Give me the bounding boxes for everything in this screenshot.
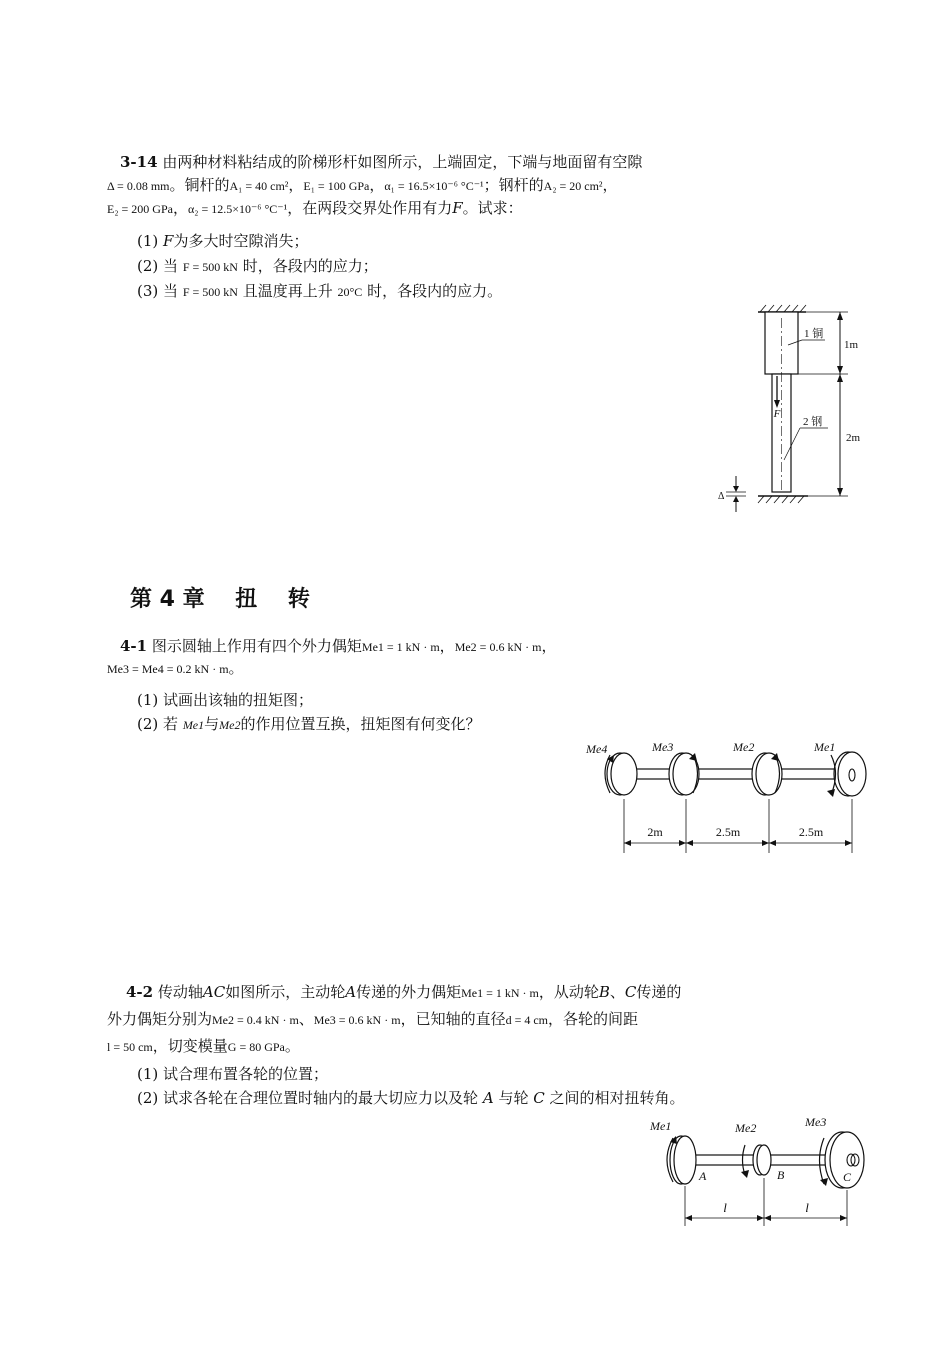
- math-Me3: Me3 = 0.6 kN · m: [313, 1013, 401, 1027]
- math-d: d = 4 cm: [505, 1013, 549, 1027]
- text: 由两种材料粘结成的阶梯形杆如图所示，上端固定，下端与地面留有空隙: [162, 153, 643, 171]
- steel-label: 2 钢: [803, 416, 823, 428]
- text: ，在两段交界处作用有力: [287, 199, 453, 217]
- var-C: C: [624, 983, 637, 1001]
- text: ，各轮的间距: [548, 1010, 639, 1028]
- p42-q1: [137, 1064, 328, 1084]
- var-F: F: [452, 199, 463, 217]
- text: ，从动轮: [538, 983, 599, 1001]
- var-F: F: [163, 232, 174, 250]
- text: 。: [284, 1037, 300, 1055]
- text: (3) 当: [137, 282, 179, 300]
- text: (2) 若: [137, 715, 179, 733]
- text: 如图所示，主动轮: [225, 983, 346, 1001]
- Me4-label: Me4: [586, 742, 608, 756]
- text: 、: [609, 983, 625, 1001]
- text: 图示圆轴上作用有四个外力偶矩: [151, 637, 362, 655]
- text: ，已知轴的直径: [400, 1010, 506, 1028]
- p314-q1: [137, 231, 308, 251]
- text: 传动轴: [157, 983, 203, 1001]
- math-gap: Δ = 0.08 mm: [107, 179, 170, 193]
- math-F: F = 500 kN: [182, 260, 238, 274]
- text: 外力偶矩分别为: [107, 1010, 213, 1028]
- length-2m: 2m: [846, 432, 861, 444]
- p41-line2: [107, 658, 244, 679]
- p314-line3: [107, 198, 523, 219]
- math-Me1: Me1: [182, 718, 205, 732]
- text: 时，各段内的应力；: [242, 257, 378, 275]
- text: 与轮: [498, 1089, 529, 1107]
- math-alpha1: α₁ = 16.5×10⁻⁶ °C⁻¹: [384, 179, 484, 193]
- var-C: C: [533, 1089, 545, 1107]
- math-Me3-Me4: Me3 = Me4 = 0.2 kN · m: [107, 662, 229, 676]
- p42-line3: [107, 1036, 300, 1057]
- math-A2: A₂ = 20 cm²: [543, 179, 603, 193]
- text: ，: [541, 637, 557, 655]
- var-B: B: [598, 983, 610, 1001]
- text: 时，各段内的应力。: [367, 282, 503, 300]
- Me1-label: Me1: [814, 740, 836, 754]
- text: 、: [298, 1010, 314, 1028]
- math-l: l = 50 cm: [107, 1040, 153, 1054]
- text: 传递的: [636, 983, 682, 1001]
- force-label: F: [773, 408, 781, 420]
- math-alpha2: α₂ = 12.5×10⁻⁶ °C⁻¹: [187, 202, 288, 216]
- p41-line1: [120, 636, 556, 657]
- text: (1): [137, 232, 164, 250]
- text: 的作用位置互换，扭矩图有何变化？: [240, 715, 481, 733]
- wheel-B-label: B: [777, 1168, 785, 1182]
- p42-line2: [107, 1009, 638, 1030]
- Me2-label: Me2: [735, 1121, 757, 1135]
- math-Me1: Me1 = 1 kN · m: [361, 640, 440, 654]
- text: 且温度再上升: [242, 282, 333, 300]
- text: ；钢杆的: [483, 176, 544, 194]
- text: ，: [288, 176, 304, 194]
- dim-l-2: l: [805, 1200, 809, 1215]
- text: (1) 试合理布置各轮的位置；: [137, 1065, 329, 1083]
- stepped-bar-figure: [700, 300, 900, 525]
- math-F: F = 500 kN: [182, 285, 238, 299]
- dim-l-1: l: [723, 1200, 727, 1215]
- problem-number: 4-2: [126, 983, 154, 1001]
- text: ，: [369, 176, 385, 194]
- text: 之间的相对扭转角。: [549, 1089, 685, 1107]
- math-Me2: Me2 = 0.4 kN · m: [212, 1013, 299, 1027]
- p42-line1: [126, 982, 681, 1003]
- p314-line1: [120, 152, 642, 172]
- p314-q2: [137, 256, 378, 277]
- p314-line2: [107, 175, 618, 196]
- text: 。: [228, 659, 244, 677]
- text: (1) 试画出该轴的扭矩图；: [137, 691, 314, 709]
- text: 与: [204, 715, 220, 733]
- text: ，切变模量: [152, 1037, 228, 1055]
- math-E1: E₁ = 100 GPa: [303, 179, 370, 193]
- math-Me2: Me2 = 0.6 kN · m: [454, 640, 542, 654]
- dim-2-5m-a: 2.5m: [715, 825, 741, 839]
- math-temp: 20°C: [337, 285, 363, 299]
- math-A1: A₁ = 40 cm²: [229, 179, 289, 193]
- text: 为多大时空隙消失；: [173, 232, 309, 250]
- text: (2) 试求各轮在合理位置时轴内的最大切应力以及轮: [137, 1089, 479, 1107]
- p314-q3: [137, 281, 502, 302]
- text: ，: [602, 176, 618, 194]
- shaft-figure-4-1: [580, 735, 880, 860]
- text: ，: [172, 199, 188, 217]
- problem-number: 3-14: [120, 153, 158, 171]
- Me3-label: Me3: [805, 1115, 827, 1129]
- chapter-title: 第 4 章 扭 转: [130, 587, 310, 612]
- Me2-label: Me2: [733, 740, 755, 754]
- shaft-figure-4-2: [645, 1112, 875, 1232]
- math-Me2: Me2: [219, 718, 241, 732]
- length-1m: 1m: [844, 339, 859, 351]
- dim-2-5m-b: 2.5m: [798, 825, 824, 839]
- text: 。试求：: [462, 199, 523, 217]
- var-A: A: [482, 1089, 494, 1107]
- text: 。铜杆的: [169, 176, 230, 194]
- text: ，: [439, 637, 455, 655]
- p41-q1: [137, 690, 313, 710]
- var-AC: AC: [202, 983, 226, 1001]
- text: (2) 当: [137, 257, 179, 275]
- Me1-label: Me1: [650, 1119, 672, 1133]
- gap-label: Δ: [718, 491, 725, 502]
- text: 传递的外力偶矩: [356, 983, 462, 1001]
- math-G: G = 80 GPa: [227, 1040, 285, 1054]
- p42-q2: [137, 1088, 685, 1108]
- problem-number: 4-1: [120, 637, 148, 655]
- var-A: A: [345, 983, 357, 1001]
- wheel-C-label: C: [843, 1170, 852, 1184]
- math-Me1: Me1 = 1 kN · m: [461, 986, 539, 1000]
- copper-label: 1 铜: [804, 328, 824, 340]
- dim-2m: 2m: [647, 825, 663, 839]
- wheel-A-label: A: [699, 1169, 707, 1183]
- Me3-label: Me3: [652, 740, 674, 754]
- p41-q2: [137, 714, 481, 735]
- math-E2: E₂ = 200 GPa: [107, 202, 173, 216]
